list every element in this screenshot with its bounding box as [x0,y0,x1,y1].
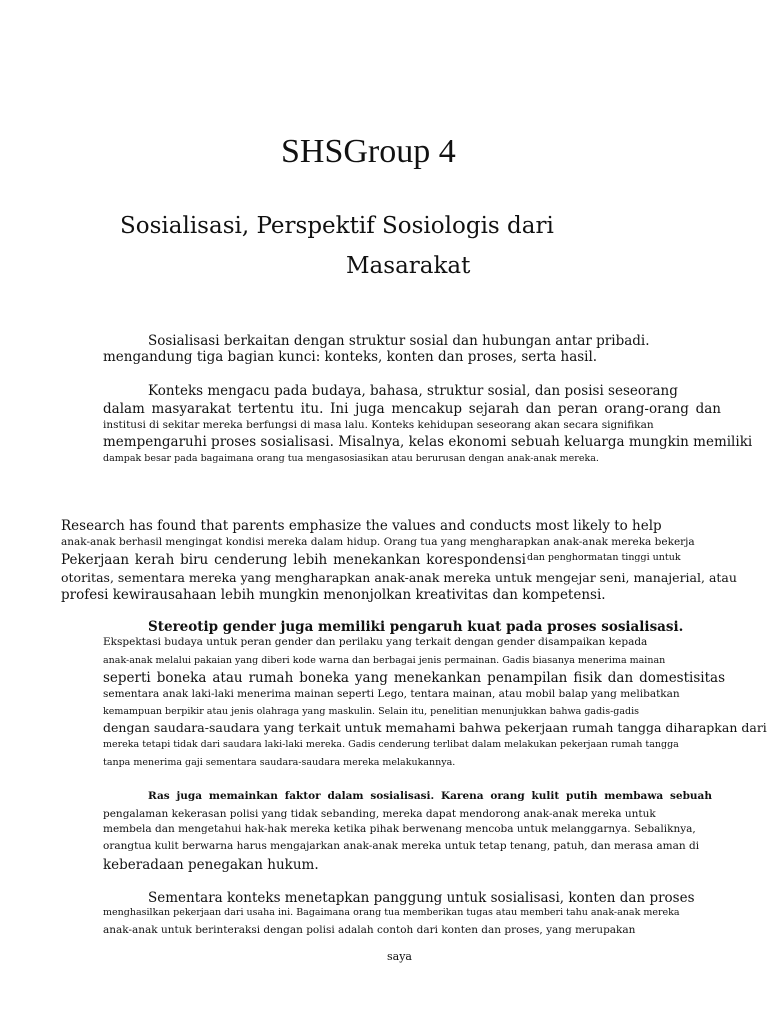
text-line: institusi di sekitar mereka berfungsi di masa lalu. Konteks kehidupan seseorang akan secara signifikan [103,419,654,431]
text-line: Sosialisasi berkaitan dengan struktur sosial dan hubungan antar pribadi. [148,333,650,349]
text-line: tanpa menerima gaji sementara saudara-saudara mereka melakukannya. [103,757,456,768]
text-line: sementara anak laki-laki menerima mainan seperti Lego, tentara mainan, atau mobil balap yang melibatkan [103,688,680,700]
text-line: Research has found that parents emphasize the values and conducts most likely to help [61,518,662,534]
text-line: Pekerjaan kerah biru cenderung lebih menekankan korespondensi [61,552,526,568]
text-line: Konteks mengacu pada budaya, bahasa, struktur sosial, dan posisi seseorang [148,383,678,399]
text-line: otoritas, sementara mereka yang mengharapkan anak-anak mereka untuk mengejar seni, manajerial, atau [61,570,737,585]
text-line: kemampuan berpikir atau jenis olahraga yang maskulin. Selain itu, penelitian menunjukkan bahwa gadis-gadis [103,706,640,717]
main-title-line-2: Masarakat [346,253,471,279]
text-line: pengalaman kekerasan polisi yang tidak sebanding, mereka dapat mendorong anak-anak mereka untuk [103,808,656,820]
text-line: mengandung tiga bagian kunci: konteks, konten dan proses, serta hasil. [103,349,598,365]
header-title: SHSGroup 4 [281,133,456,170]
text-line: Ras juga memainkan faktor dalam sosialisasi. Karena orang kulit putih membawa sebuah [148,790,712,802]
text-line: dengan saudara-saudara yang terkait untuk memahami bahwa pekerjaan rumah tangga diharapkan dari [103,720,767,735]
main-title-line-1: Sosialisasi, Perspektif Sosiologis dari [120,213,554,239]
text-line: orangtua kulit berwarna harus mengajarkan anak-anak mereka untuk tetap tenang, patuh, dan merasa aman di [103,840,700,852]
text-line: dalam masyarakat tertentu itu. Ini juga mencakup sejarah dan peran orang-orang dan [103,401,721,417]
page-footer: saya [387,950,412,963]
text-line: dan penghormatan tinggi untuk [527,552,681,563]
text-line: anak-anak berhasil mengingat kondisi mereka dalam hidup. Orang tua yang mengharapkan anak-anak mereka bekerja [61,536,695,548]
text-line: Stereotip gender juga memiliki pengaruh kuat pada proses sosialisasi. [148,619,684,635]
text-line: dampak besar pada bagaimana orang tua mengasosiasikan atau berurusan dengan anak-anak mereka. [103,453,599,464]
text-line: membela dan mengetahui hak-hak mereka ketika pihak berwenang mencoba untuk melanggarnya. Sebaliknya, [103,823,696,835]
text-line: Ekspektasi budaya untuk peran gender dan perilaku yang terkait dengan gender disampaikan kepada [103,636,648,648]
text-line: profesi kewirausahaan lebih mungkin menonjolkan kreativitas dan kompetensi. [61,587,606,603]
text-line: mempengaruhi proses sosialisasi. Misalnya, kelas ekonomi sebuah keluarga mungkin memiliki [103,434,753,450]
text-line: anak-anak untuk berinteraksi dengan polisi adalah contoh dari konten dan proses, yang merupakan [103,924,636,936]
text-line: Sementara konteks menetapkan panggung untuk sosialisasi, konten dan proses [148,890,695,906]
text-line: keberadaan penegakan hukum. [103,857,319,873]
text-line: mereka tetapi tidak dari saudara laki-laki mereka. Gadis cenderung terlibat dalam melakukan pekerjaan rumah tangga [103,739,679,750]
text-line: seperti boneka atau rumah boneka yang menekankan penampilan fisik dan domestisitas [103,670,725,686]
text-line: menghasilkan pekerjaan dari usaha ini. Bagaimana orang tua memberikan tugas atau memberi tahu anak-anak mereka [103,907,680,918]
text-line: anak-anak melalui pakaian yang diberi kode warna dan berbagai jenis permainan. Gadis biasanya menerima mainan [103,655,666,666]
